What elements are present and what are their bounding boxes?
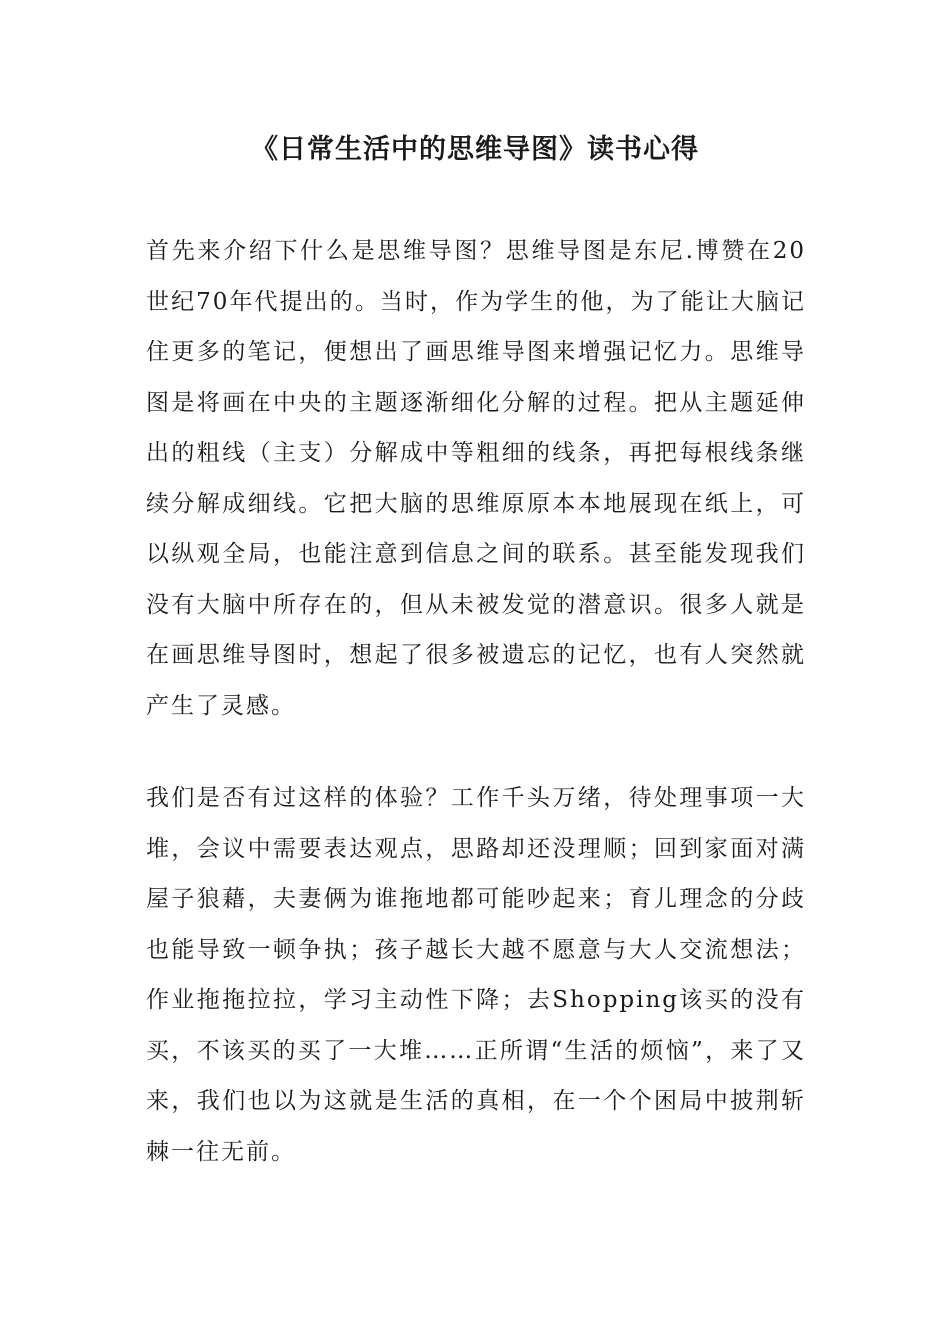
paragraph-intro: 首先来介绍下什么是思维导图？思维导图是东尼.博赞在20世纪70年代提出的。当时，作为学生的他，为了能让大脑记住更多的笔记，便想出了画思维导图来增强记忆力。思维导图是将画在中央的主题逐渐细化分解的过程。把从主题延伸出的粗线（主支）分解成中等粗细的线条，再把每根线条继续分解成细线。它把大脑的思维原原本本地展现在纸上，可以纵观全局，也能注意到信息之间的联系。甚至能发现我们没有大脑中所存在的，但从未被发觉的潜意识。很多人就是在画思维导图时，想起了很多被遗忘的记忆，也有人突然就产生了灵感。 — [146, 238, 806, 719]
document-title: 《日常生活中的思维导图》读书心得 — [251, 134, 699, 165]
paragraph-experience: 我们是否有过这样的体验？工作千头万绪，待处理事项一大堆，会议中需要表达观点，思路却还没理顺；回到家面对满屋子狼藉，夫妻俩为谁拖地都可能吵起来；育儿理念的分歧也能导致一顿争执；孩子越长大越不愿意与大人交流想法；作业拖拖拉拉，学习主动性下降；去Shopping该买的没有买，不该买的买了一大堆……正所谓“生活的烦恼”，来了又来，我们也以为这就是生活的真相，在一个个困局中披荆斩棘一往无前。 — [146, 785, 806, 1165]
